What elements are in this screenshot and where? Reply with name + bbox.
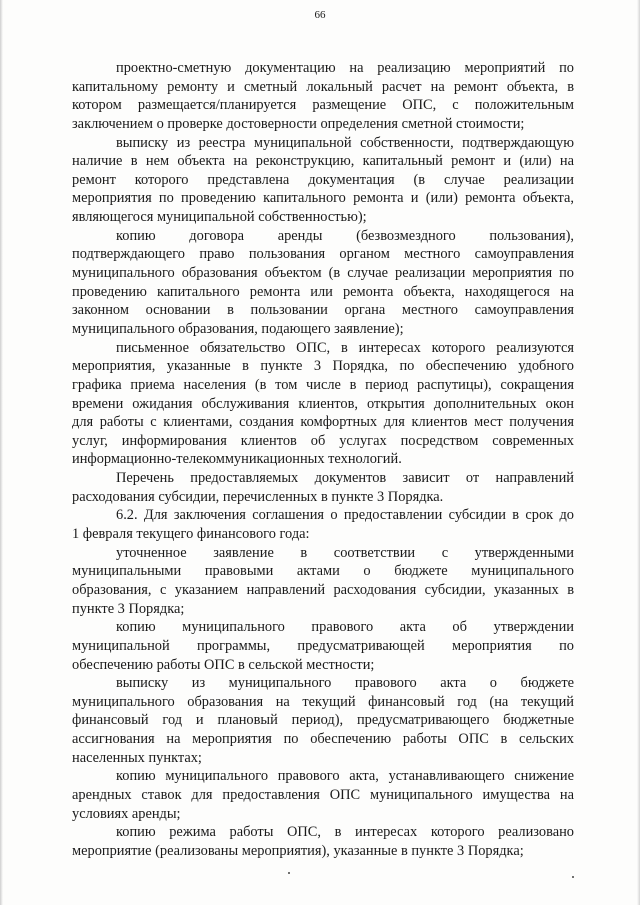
text-line: проведению капитального ремонта или ремонта объекта, находящегося на — [72, 283, 574, 300]
text-line: письменное обязательство ОПС, в интересах которого реализуются — [116, 339, 574, 356]
text-line: услуг, информирования клиентов об услугах посредством современных — [72, 432, 574, 449]
body-text — [72, 59, 574, 861]
text-line: копию режима работы ОПС, в интересах которого реализовано — [116, 824, 574, 841]
text-line: условиях аренды; — [72, 805, 181, 822]
text-line: подтверждающего право пользования органом местного самоуправления — [72, 246, 574, 263]
text-line: образования, с указанием направлений расходования субсидии, указанных в — [72, 581, 574, 598]
text-line: 6.2. Для заключения соглашения о предоставлении субсидии в срок до — [116, 507, 574, 524]
text-line: информационно-телекоммуникационных технологий. — [72, 451, 402, 468]
text-line: уточненное заявление в соответствии с утвержденными — [116, 544, 574, 561]
scan-speck — [572, 876, 574, 878]
text-line: времени ожидания обслуживания клиентов, открытия дополнительных окон — [72, 395, 574, 412]
text-line: заключением о проверке достоверности определения сметной стоимости; — [72, 115, 525, 132]
text-line: капитальному ремонту и сметный локальный расчет на ремонт объекта, в — [72, 78, 574, 95]
text-line: финансовый год и плановый период), предусматривающего бюджетные — [72, 712, 574, 729]
text-line: арендных ставок для предоставления ОПС муниципального имущества на — [72, 786, 574, 803]
text-line: муниципальной программы, предусматривающей мероприятия по — [72, 637, 574, 654]
text-line: копию договора аренды (безвозмездного пользования), — [116, 227, 574, 244]
text-line: мероприятия, указанные в пункте 3 Порядка, по обеспечению удобного — [72, 358, 574, 375]
text-line: муниципального образования объектом (в случае реализации мероприятия по — [72, 265, 574, 282]
text-line: муниципального образования на текущий финансовый год (на текущий — [72, 693, 574, 710]
text-line: выписку из реестра муниципальной собственности, подтверждающую — [116, 134, 574, 151]
text-line: законном основании в пользовании органа местного самоуправления — [72, 302, 574, 319]
text-line: 1 февраля текущего финансового года: — [72, 526, 310, 543]
text-line: населенных пунктах; — [72, 749, 202, 766]
text-line: пункте 3 Порядка; — [72, 600, 185, 617]
text-line: муниципальными правовыми актами о бюджете муниципального — [72, 563, 574, 580]
text-line: выписку из муниципального правового акта о бюджете — [116, 675, 574, 692]
text-line: мероприятие (реализованы мероприятия), указанные в пункте 3 Порядка; — [72, 842, 524, 859]
text-line: копию муниципального правового акта об утверждении — [116, 619, 574, 636]
text-line: Перечень предоставляемых документов зависит от направлений — [116, 470, 574, 487]
text-line: ремонт которого представлена документация (в случае реализации — [72, 171, 574, 188]
text-line: являющегося муниципальной собственностью); — [72, 209, 367, 226]
text-line: графика приема населения (в том числе в период распутицы), сокращения — [72, 376, 574, 393]
text-line: ассигнования на мероприятия по обеспечению работы ОПС в сельских — [72, 731, 574, 748]
text-line: мероприятия по проведению капитального ремонта и (или) ремонта объекта, — [72, 190, 574, 207]
text-line: копию муниципального правового акта, устанавливающего снижение — [116, 768, 574, 785]
page-number: 66 — [314, 9, 326, 21]
text-line: обеспечению работы ОПС в сельской местности; — [72, 656, 375, 673]
scan-speck — [288, 872, 290, 874]
text-line: муниципального образования, подающего заявление); — [72, 320, 404, 337]
text-line: для работы с клиентами, создания комфортных для клиентов мест получения — [72, 414, 574, 431]
text-line: проектно-сметную документацию на реализацию мероприятий по — [116, 60, 574, 76]
text-line: наличие в нем объекта на реконструкцию, капитальный ремонт и (или) на — [72, 153, 574, 170]
scan-edge-left — [0, 0, 3, 905]
text-line: расходования субсидии, перечисленных в пункте 3 Порядка. — [72, 488, 444, 505]
text-line: котором размещается/планируется размещение ОПС, с положительным — [72, 97, 574, 114]
